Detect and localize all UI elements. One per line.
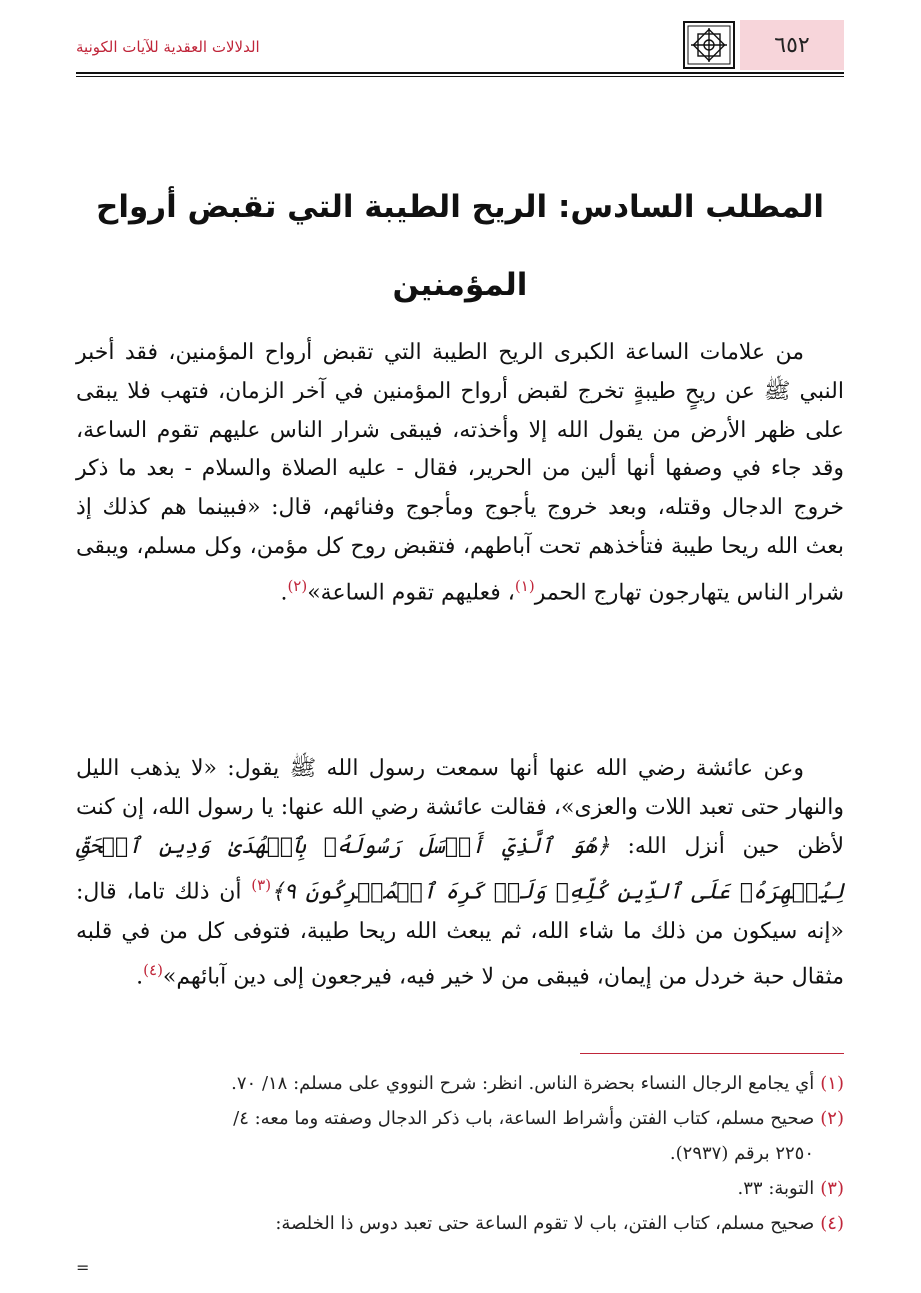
footnote-1	[76, 1066, 844, 1101]
section-title-line2: المؤمنين	[392, 267, 528, 303]
footnote-3	[76, 1171, 844, 1206]
footnote-number: (٢)	[820, 1108, 844, 1129]
header-rule-thin	[76, 76, 844, 77]
footnote-ref-2[interactable]: (٢)	[287, 576, 308, 595]
paragraph-1-text-2: ، فعليهم تقوم الساعة»	[307, 580, 515, 606]
islamic-star-ornament-icon	[682, 20, 736, 70]
paragraph-1-text: من علامات الساعة الكبرى الريح الطيبة التي تقبض أرواح المؤمنين، فقد أخبر النبي ﷺ عن ريحٍ طيبةٍ تخرج لقبض أرواح المؤمنين في آخر الزمان، فتهب فلا يبقى على ظهر الأرض من يقول الله إلا وأخذته، فيبقى شرار الناس عليهم تقوم الساعة، وقد جاء في وصفها أنها ألين من الحرير، فقال - عليه الصلاة والسلام - بعد ما ذكر خروج الدجال وقتله، وبعد خروج يأجوج ومأجوج وفنائهم، قال: «فبينما هم كذلك إذ بعث الله ريحا طيبة فتأخذهم تحت آباطهم، فتقبض روح كل مؤمن، وكل مسلم، ويبقى شرار الناس يتهارجون تهارج الحمر	[76, 340, 844, 606]
paragraph-1-end: .	[280, 580, 288, 606]
footnote-2	[76, 1101, 844, 1136]
footnote-ref-1[interactable]: (١)	[514, 576, 535, 595]
footnotes	[76, 1066, 844, 1241]
continuation-mark: =	[76, 1258, 90, 1277]
paragraph-2	[76, 750, 844, 997]
footnote-number: (١)	[820, 1073, 844, 1094]
footnote-number: (٤)	[820, 1213, 844, 1234]
page-number: ٦٥٢	[740, 20, 844, 70]
section-title	[90, 168, 830, 324]
quran-verse: ﴿هُوَ ٱلَّذِيٓ أَرۡسَلَ رَسُولَهُۥ بِٱلۡهُدَىٰ وَدِينِ ٱلۡحَقِّ لِيُظۡهِرَهُۥ عَلَى ٱلدِّينِ كُلِّهِۦ وَلَوۡ كَرِهَ ٱلۡمُشۡرِكُونَ ٩﴾	[76, 833, 844, 905]
running-title: الدلالات العقدية للآيات الكونية	[76, 38, 260, 56]
paragraph-2-text-2: أن ذلك تاما، قال: «إنه سيكون من ذلك ما شاء الله، ثم يبعث الله ريحا طيبة، فتوفى كل من في قلبه مثقال حبة خردل من إيمان، فيبقى من لا خير فيه، فيرجعون إلى دين آبائهم»	[76, 879, 844, 990]
section-title-line1: المطلب السادس: الريح الطيبة التي تقبض أرواح	[95, 189, 824, 225]
footnote-2-continuation: ٢٢٥٠ برقم (٢٩٣٧).	[669, 1143, 814, 1164]
page-header	[76, 20, 844, 72]
paragraph-1	[76, 334, 844, 613]
footnote-4	[76, 1206, 844, 1241]
footnote-text: صحيح مسلم، كتاب الفتن وأشراط الساعة، باب ذكر الدجال وصفته وما معه: ٤/	[233, 1108, 815, 1129]
header-rule	[76, 72, 844, 74]
paragraph-2-end: .	[136, 964, 144, 990]
footnote-text: صحيح مسلم، كتاب الفتن، باب لا تقوم الساعة حتى تعبد دوس ذا الخلصة:	[275, 1213, 815, 1234]
footnote-text: أي يجامع الرجال النساء بحضرة الناس. انظر: شرح النووي على مسلم: ١٨/ ٧٠.	[231, 1073, 815, 1094]
footnote-ref-3[interactable]: (٣)	[251, 876, 272, 895]
footnote-text: التوبة: ٣٣.	[737, 1178, 815, 1199]
paragraph-2-text: وعن عائشة رضي الله عنها أنها سمعت رسول الله ﷺ يقول: «لا يذهب الليل والنهار حتى تعبد اللات والعزى»، فقالت عائشة رضي الله عنها: يا رسول الله، إن كنت لأظن حين أنزل الله:	[76, 756, 844, 859]
footnote-separator	[580, 1053, 844, 1054]
footnote-number: (٣)	[820, 1178, 844, 1199]
footnote-ref-4[interactable]: (٤)	[143, 961, 163, 980]
